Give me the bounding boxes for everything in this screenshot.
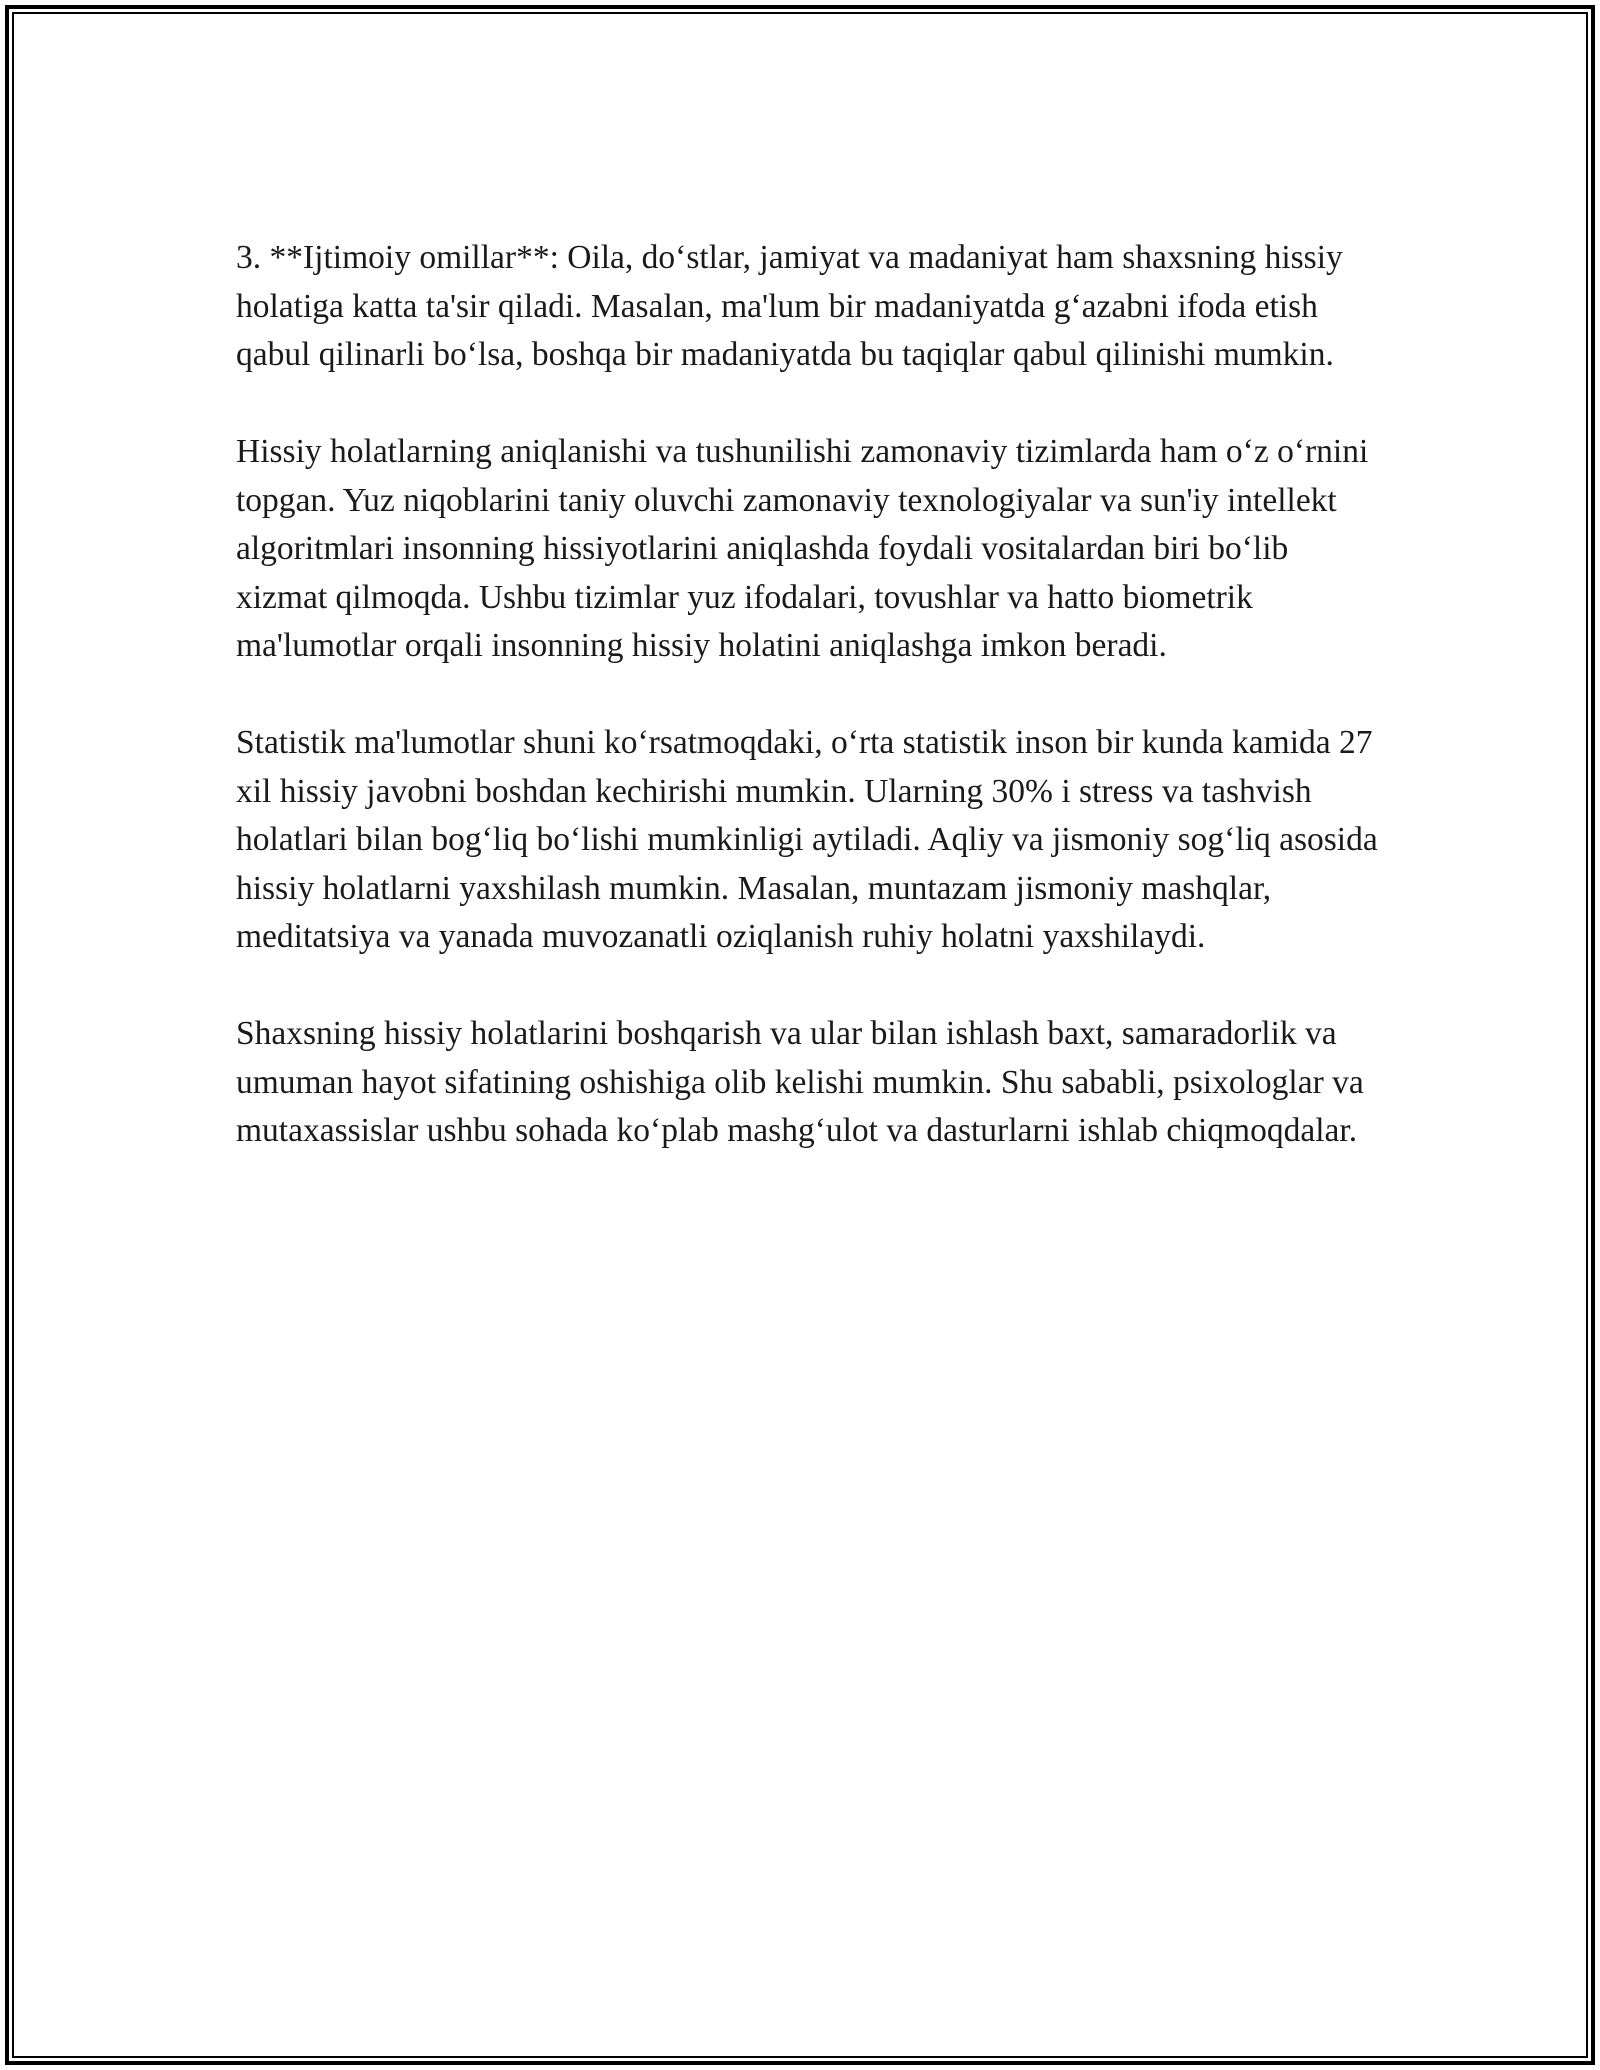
paragraph-conclusion: Shaxsning hissiy holatlarini boshqarish va ular bilan ishlash baxt, samaradorlik va umuman hayot sifatining oshishiga olib kelishi mumkin. Shu sababli, psixologlar va mutaxassislar ushbu sohada ko‘plab mashg‘ulot va dasturlarni ishlab chiqmoqdalar. [236, 1015, 1364, 1149]
paragraph-emotion-recognition: Hissiy holatlarning aniqlanishi va tushunilishi zamonaviy tizimlarda ham o‘z o‘rnini topgan. Yuz niqoblarini taniy oluvchi zamonaviy texnologiyalar va sun'iy intellekt algoritmlari insonning hissiyotlarini aniqlashda foydali vositalardan biri bo‘lib xizmat qilmoqda. Ushbu tizimlar yuz ifodalari, tovushlar va hatto biometrik ma'lumotlar orqali insonning hissiy holatini aniqlashga imkon beradi. [236, 433, 1369, 664]
paragraph-social-factors: 3. **Ijtimoiy omillar**: Oila, do‘stlar, jamiyat va madaniyat ham shaxsning hissiy holatiga katta ta'sir qiladi. Masalan, ma'lum bir madaniyatda g‘azabni ifoda etish qabul qilinarli bo‘lsa, boshqa bir madaniyatda bu taqiqlar qabul qilinishi mumkin. [236, 239, 1343, 373]
paragraph-statistics: Statistik ma'lumotlar shuni ko‘rsatmoqdaki, o‘rta statistik inson bir kunda kamida 27 xil hissiy javobni boshdan kechirishi mumkin. Ularning 30% i stress va tashvish holatlari bilan bog‘liq bo‘lishi mumkinligi aytiladi. Aqliy va jismoniy sog‘liq asosida hissiy holatlarni yaxshilash mumkin. Masalan, muntazam jismoniy mashqlar, meditatsiya va yanada muvozanatli oziqlanish ruhiy holatni yaxshilaydi. [236, 724, 1378, 955]
document-body [236, 234, 1386, 1204]
